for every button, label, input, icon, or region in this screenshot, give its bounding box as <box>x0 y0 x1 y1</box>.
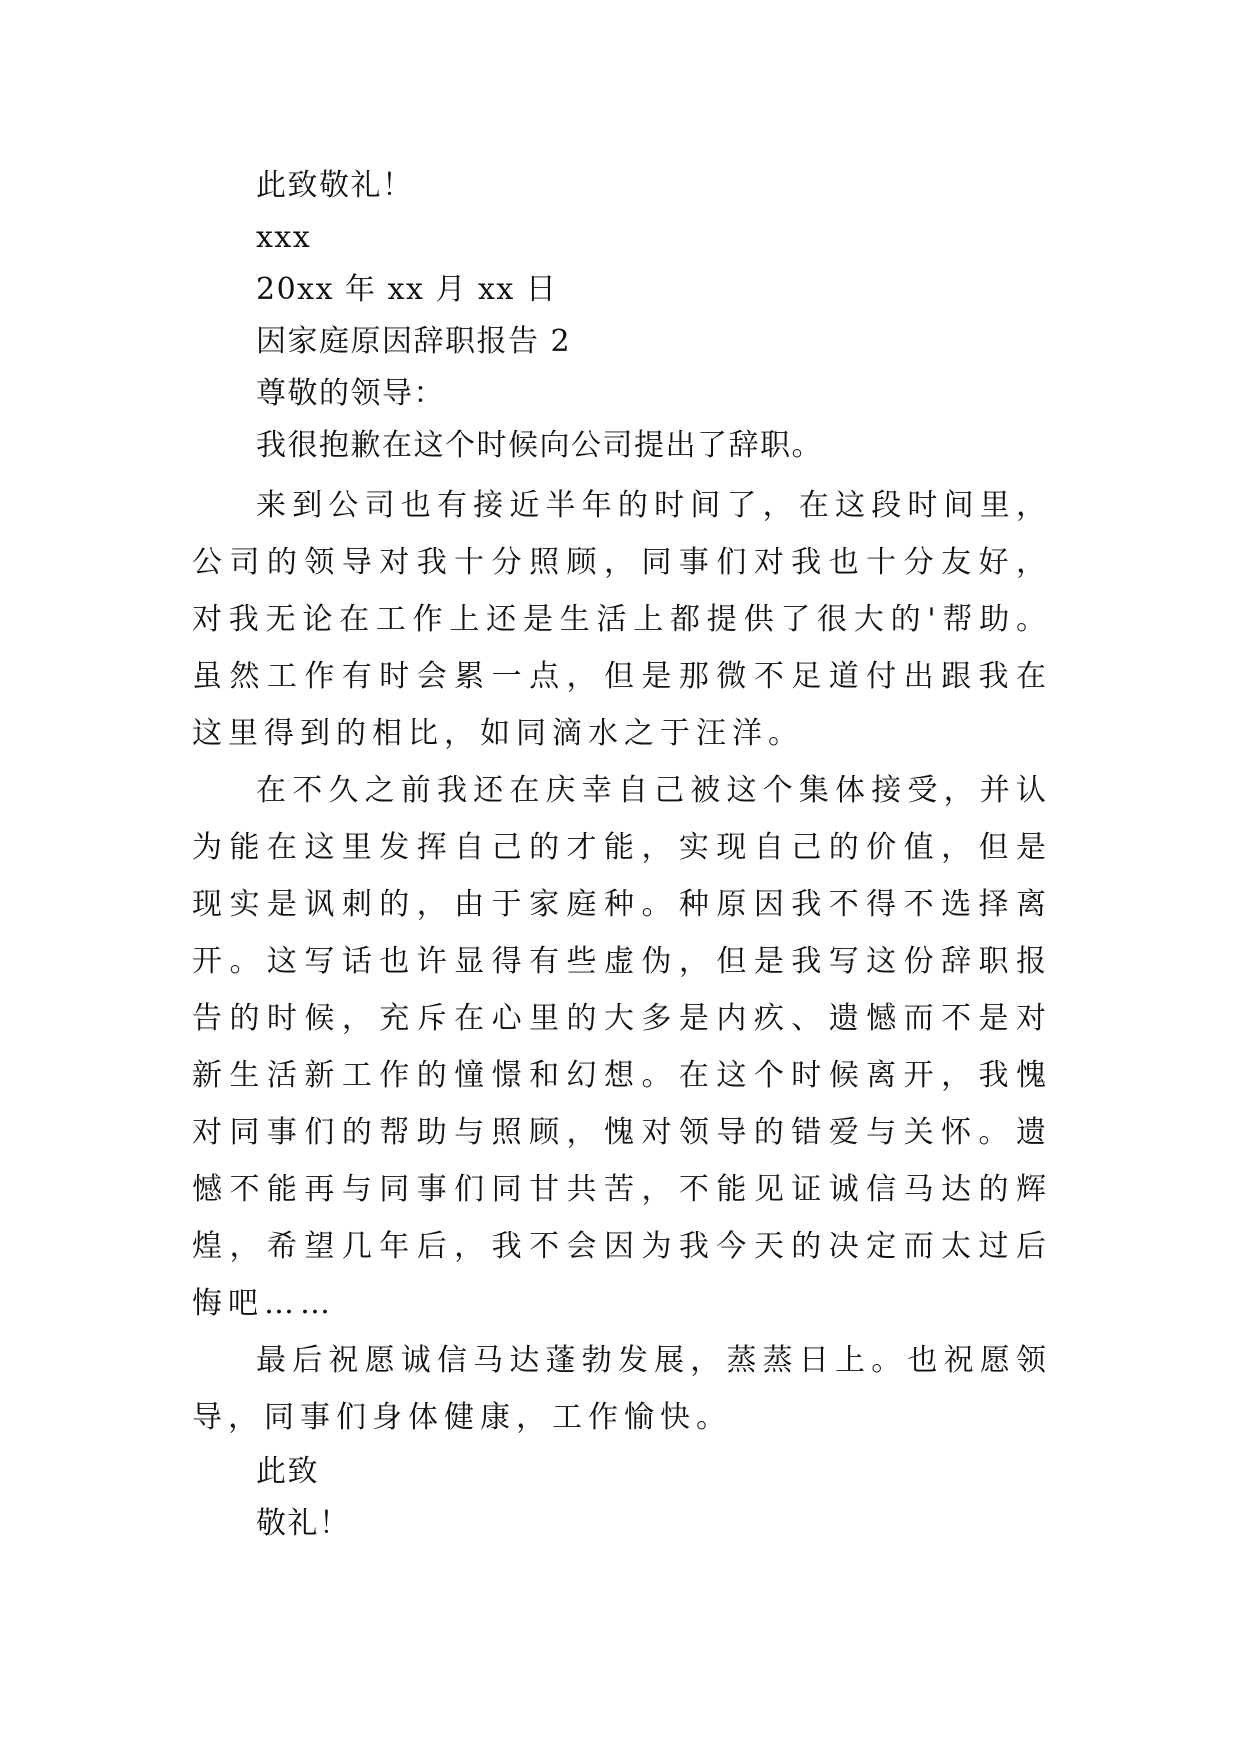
date-line: 20xx 年 xx 月 xx 日 <box>256 272 558 307</box>
closing-regards: 此致敬礼！ <box>256 168 414 203</box>
paragraph-reason: 在不久之前我还在庆幸自己被这个集体接受，并认为能在这里发挥自己的才能，实现自己的价值，但是现实是讽刺的，由于家庭种。种原因我不得不选择离开。这写话也许显得有些虚伪，但是我写这份辞职报告的时候，充斥在心里的大多是内疚、遗憾而不是对新生活新工作的憧憬和幻想。在这个时候离开，我愧对同事们的帮助与照顾，愧对领导的错爱与关怀。遗憾不能再与同事们同甘共苦，不能见证诚信马达的辉煌，希望几年后，我不会因为我今天的决定而太过后悔吧…… <box>192 773 1052 1321</box>
closing-greeting: 此致 <box>256 1454 319 1489</box>
paragraph-wishes: 最后祝愿诚信马达蓬勃发展，蒸蒸日上。也祝愿领导，同事们身体健康，工作愉快。 <box>192 1343 1052 1435</box>
paragraph-gratitude: 来到公司也有接近半年的时间了，在这段时间里，公司的领导对我十分照顾，同事们对我也十分友好，对我无论在工作上还是生活上都提供了很大的'帮助。虽然工作有时会累一点，但是那微不足道付出跟我在这里得到的相比，如同滴水之于汪洋。 <box>192 488 1052 751</box>
paragraph-intro: 我很抱歉在这个时候向公司提出了辞职。 <box>256 428 823 463</box>
signature: xxx <box>256 220 312 255</box>
closing-salute: 敬礼！ <box>256 1506 351 1541</box>
salutation: 尊敬的领导： <box>256 376 445 411</box>
document-title: 因家庭原因辞职报告 2 <box>256 324 572 359</box>
document-body <box>192 160 1052 1550</box>
